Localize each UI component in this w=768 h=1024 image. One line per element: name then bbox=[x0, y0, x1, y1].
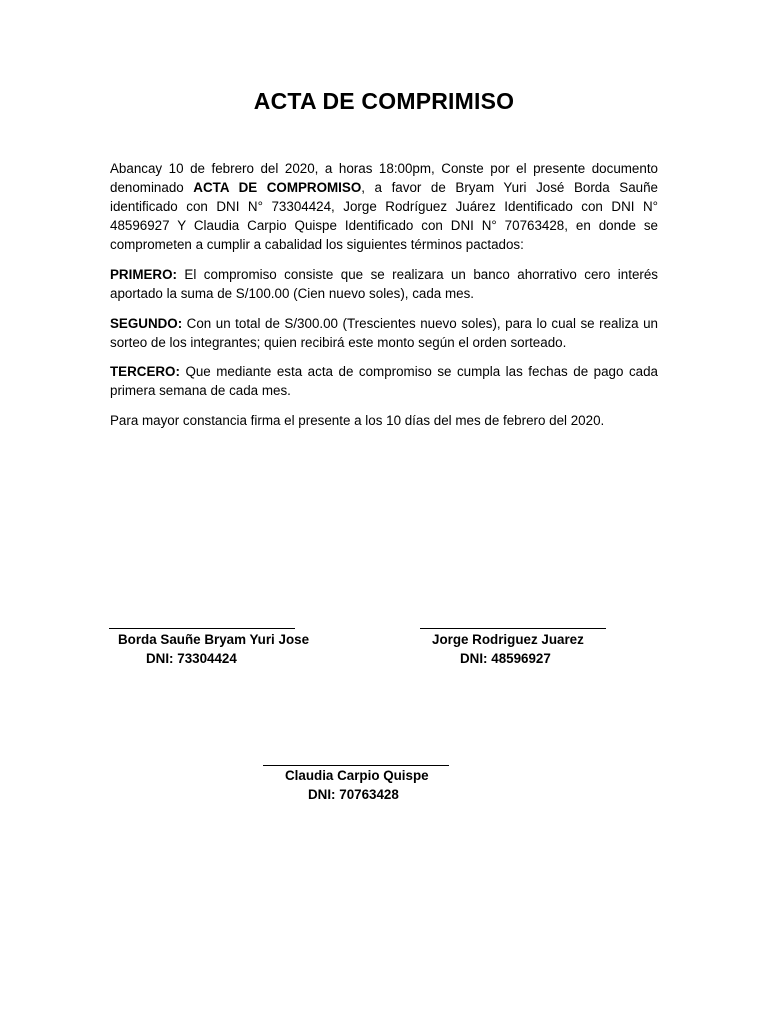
intro-paragraph bbox=[110, 159, 658, 254]
clause-text: Que mediante esta acta de compromiso se cumpla las fechas de pago cada primera semana de cada mes. bbox=[110, 364, 658, 398]
clause-segundo bbox=[110, 314, 658, 352]
intro-text-end: , a favor de Bryam Yuri José Borda Sauñe identificado con DNI N° 73304424, Jorge Rodríguez Juárez Identificado con DNI N° 48596927 Y Claudia Carpio Quispe Identificado con DNI N° 70763428, en donde se comprometen a cumplir a cabalidad los siguientes términos pactados: bbox=[110, 180, 658, 252]
signature-line-2 bbox=[420, 628, 606, 629]
signature-name-3: Claudia Carpio Quispe bbox=[285, 768, 429, 783]
signature-dni-2: DNI: 48596927 bbox=[460, 651, 551, 666]
signature-dni-3: DNI: 70763428 bbox=[308, 787, 399, 802]
clause-primero bbox=[110, 265, 658, 303]
signature-name-1: Borda Sauñe Bryam Yuri Jose bbox=[118, 632, 310, 647]
clause-tercero bbox=[110, 362, 658, 400]
clause-text: Con un total de S/300.00 (Trescientes nuevo soles), para lo cual se realiza un sorteo de los integrantes; quien recibirá este monto según el orden sorteado. bbox=[110, 316, 658, 350]
signature-dni-1: DNI: 73304424 bbox=[146, 651, 237, 666]
document-title: ACTA DE COMPRIMISO bbox=[253, 88, 515, 114]
closing-paragraph: Para mayor constancia firma el presente a los 10 días del mes de febrero del 2020. bbox=[110, 413, 605, 428]
clause-label: PRIMERO: bbox=[110, 267, 177, 282]
intro-bold-term: ACTA DE COMPROMISO bbox=[193, 180, 362, 195]
clause-text: El compromiso consiste que se realizara un banco ahorrativo cero interés aportado la suma de S/100.00 (Cien nuevo soles), cada mes. bbox=[110, 267, 658, 301]
signature-name-2: Jorge Rodriguez Juarez bbox=[432, 632, 584, 647]
intro-text-start: Abancay 10 de febrero del 2020, a horas 18:00pm, Conste por el presente documento denominado bbox=[110, 161, 658, 195]
signature-line-1 bbox=[109, 628, 295, 629]
clause-label: SEGUNDO: bbox=[110, 316, 183, 331]
clause-label: TERCERO: bbox=[110, 364, 180, 379]
signature-line-3 bbox=[263, 765, 449, 766]
